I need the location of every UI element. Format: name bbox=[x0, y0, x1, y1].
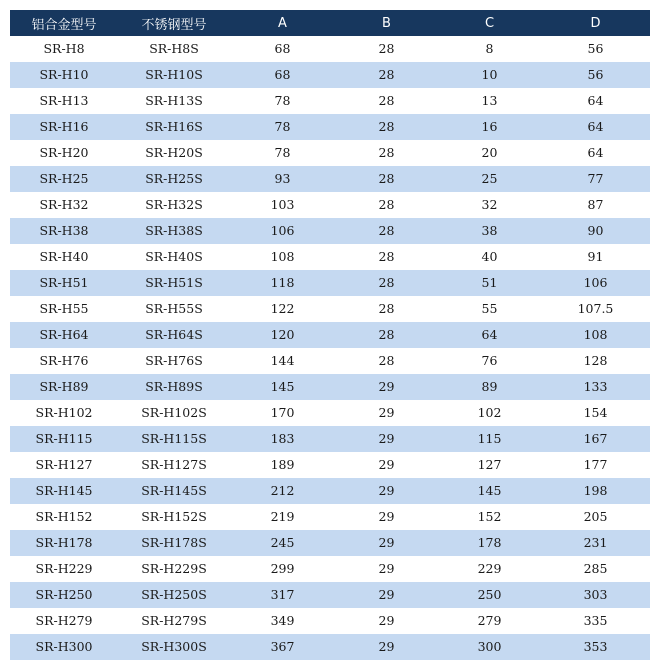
header-a: A bbox=[278, 15, 287, 31]
cell-d: 64 bbox=[587, 93, 604, 108]
cell-aluminum-model: SR-H55 bbox=[39, 301, 89, 316]
cell-c: 64 bbox=[481, 327, 498, 342]
cell-b: 29 bbox=[378, 431, 395, 446]
cell-c: 279 bbox=[477, 613, 502, 628]
cell-a: 118 bbox=[270, 275, 295, 290]
cell-stainless-model: SR-H76S bbox=[145, 353, 203, 368]
cell-stainless-model: SR-H127S bbox=[141, 457, 207, 472]
cell-d: 91 bbox=[587, 249, 604, 264]
cell-d: 303 bbox=[583, 587, 608, 602]
cell-c: 32 bbox=[481, 197, 498, 212]
cell-stainless-model: SR-H13S bbox=[145, 93, 203, 108]
header-b: B bbox=[382, 15, 391, 31]
cell-b: 28 bbox=[378, 93, 395, 108]
cell-c: 115 bbox=[477, 431, 502, 446]
cell-aluminum-model: SR-H178 bbox=[35, 535, 93, 550]
cell-a: 212 bbox=[270, 483, 295, 498]
cell-b: 28 bbox=[378, 197, 395, 212]
table-row bbox=[10, 374, 650, 400]
cell-a: 183 bbox=[270, 431, 295, 446]
cell-stainless-model: SR-H178S bbox=[141, 535, 207, 550]
cell-a: 68 bbox=[274, 41, 291, 56]
cell-b: 28 bbox=[378, 67, 395, 82]
cell-a: 103 bbox=[270, 197, 295, 212]
cell-a: 299 bbox=[270, 561, 295, 576]
cell-c: 38 bbox=[481, 223, 498, 238]
cell-a: 145 bbox=[270, 379, 295, 394]
cell-d: 133 bbox=[583, 379, 608, 394]
cell-c: 145 bbox=[477, 483, 502, 498]
cell-stainless-model: SR-H51S bbox=[145, 275, 203, 290]
table-row bbox=[10, 348, 650, 374]
header-d: D bbox=[590, 15, 601, 31]
cell-c: 13 bbox=[481, 93, 498, 108]
cell-aluminum-model: SR-H115 bbox=[35, 431, 93, 446]
cell-b: 28 bbox=[378, 223, 395, 238]
table-row bbox=[10, 322, 650, 348]
cell-d: 128 bbox=[583, 353, 608, 368]
cell-c: 40 bbox=[481, 249, 498, 264]
cell-b: 28 bbox=[378, 327, 395, 342]
cell-d: 90 bbox=[587, 223, 604, 238]
cell-c: 89 bbox=[481, 379, 498, 394]
cell-stainless-model: SR-H64S bbox=[145, 327, 203, 342]
table-row bbox=[10, 426, 650, 452]
cell-stainless-model: SR-H8S bbox=[149, 41, 199, 56]
cell-a: 78 bbox=[274, 119, 291, 134]
cell-d: 167 bbox=[583, 431, 608, 446]
cell-stainless-model: SR-H55S bbox=[145, 301, 203, 316]
cell-d: 285 bbox=[583, 561, 608, 576]
cell-d: 106 bbox=[583, 275, 608, 290]
cell-b: 28 bbox=[378, 353, 395, 368]
cell-stainless-model: SR-H40S bbox=[145, 249, 203, 264]
table-row bbox=[10, 296, 650, 322]
cell-stainless-model: SR-H20S bbox=[145, 145, 203, 160]
cell-b: 29 bbox=[378, 405, 395, 420]
cell-d: 64 bbox=[587, 145, 604, 160]
cell-stainless-model: SR-H229S bbox=[141, 561, 207, 576]
header-stainless-model: 不锈钢型号 bbox=[141, 17, 207, 33]
cell-stainless-model: SR-H10S bbox=[145, 67, 203, 82]
cell-b: 29 bbox=[378, 613, 395, 628]
cell-a: 170 bbox=[270, 405, 295, 420]
cell-a: 93 bbox=[274, 171, 291, 186]
table-row bbox=[10, 140, 650, 166]
header-row bbox=[10, 10, 650, 36]
table-row bbox=[10, 400, 650, 426]
cell-a: 367 bbox=[270, 639, 295, 654]
cell-d: 335 bbox=[583, 613, 608, 628]
cell-aluminum-model: SR-H300 bbox=[35, 639, 93, 654]
cell-d: 231 bbox=[583, 535, 608, 550]
table-row bbox=[10, 36, 650, 62]
cell-stainless-model: SR-H145S bbox=[141, 483, 207, 498]
cell-d: 205 bbox=[583, 509, 608, 524]
cell-stainless-model: SR-H279S bbox=[141, 613, 207, 628]
cell-aluminum-model: SR-H250 bbox=[35, 587, 93, 602]
cell-d: 108 bbox=[583, 327, 608, 342]
cell-a: 78 bbox=[274, 93, 291, 108]
cell-c: 102 bbox=[477, 405, 502, 420]
cell-d: 154 bbox=[583, 405, 608, 420]
cell-c: 76 bbox=[481, 353, 498, 368]
cell-stainless-model: SR-H152S bbox=[141, 509, 207, 524]
cell-a: 106 bbox=[270, 223, 295, 238]
table-row bbox=[10, 608, 650, 634]
spec-table bbox=[10, 10, 650, 660]
cell-aluminum-model: SR-H38 bbox=[39, 223, 89, 238]
cell-stainless-model: SR-H89S bbox=[145, 379, 203, 394]
table-row bbox=[10, 114, 650, 140]
cell-d: 64 bbox=[587, 119, 604, 134]
cell-a: 317 bbox=[270, 587, 295, 602]
cell-aluminum-model: SR-H279 bbox=[35, 613, 93, 628]
cell-b: 29 bbox=[378, 535, 395, 550]
table-row bbox=[10, 244, 650, 270]
cell-b: 29 bbox=[378, 587, 395, 602]
cell-c: 300 bbox=[477, 639, 502, 654]
table-body bbox=[10, 36, 650, 660]
cell-stainless-model: SR-H38S bbox=[145, 223, 203, 238]
table-row bbox=[10, 478, 650, 504]
cell-stainless-model: SR-H115S bbox=[141, 431, 207, 446]
cell-stainless-model: SR-H25S bbox=[145, 171, 203, 186]
table-row bbox=[10, 452, 650, 478]
cell-aluminum-model: SR-H32 bbox=[39, 197, 89, 212]
cell-c: 152 bbox=[477, 509, 502, 524]
cell-b: 28 bbox=[378, 145, 395, 160]
cell-aluminum-model: SR-H10 bbox=[39, 67, 89, 82]
cell-d: 56 bbox=[587, 41, 604, 56]
cell-b: 29 bbox=[378, 457, 395, 472]
cell-b: 29 bbox=[378, 483, 395, 498]
cell-b: 29 bbox=[378, 561, 395, 576]
cell-aluminum-model: SR-H8 bbox=[43, 41, 85, 56]
cell-b: 28 bbox=[378, 171, 395, 186]
cell-aluminum-model: SR-H89 bbox=[39, 379, 89, 394]
table-row bbox=[10, 166, 650, 192]
cell-c: 51 bbox=[481, 275, 498, 290]
table-row bbox=[10, 556, 650, 582]
cell-aluminum-model: SR-H40 bbox=[39, 249, 89, 264]
cell-stainless-model: SR-H102S bbox=[141, 405, 207, 420]
cell-a: 219 bbox=[270, 509, 295, 524]
cell-aluminum-model: SR-H152 bbox=[35, 509, 93, 524]
cell-b: 28 bbox=[378, 249, 395, 264]
cell-aluminum-model: SR-H25 bbox=[39, 171, 89, 186]
cell-c: 55 bbox=[481, 301, 498, 316]
cell-d: 198 bbox=[583, 483, 608, 498]
cell-aluminum-model: SR-H229 bbox=[35, 561, 93, 576]
table-header bbox=[10, 10, 650, 36]
cell-a: 122 bbox=[270, 301, 295, 316]
cell-d: 353 bbox=[583, 639, 608, 654]
cell-a: 78 bbox=[274, 145, 291, 160]
table-row bbox=[10, 192, 650, 218]
header-aluminum-model: 铝合金型号 bbox=[31, 17, 97, 33]
cell-d: 77 bbox=[587, 171, 604, 186]
cell-b: 29 bbox=[378, 379, 395, 394]
cell-stainless-model: SR-H300S bbox=[141, 639, 207, 654]
table-row bbox=[10, 582, 650, 608]
cell-a: 68 bbox=[274, 67, 291, 82]
cell-stainless-model: SR-H250S bbox=[141, 587, 207, 602]
cell-c: 127 bbox=[477, 457, 502, 472]
cell-aluminum-model: SR-H20 bbox=[39, 145, 89, 160]
cell-d: 56 bbox=[587, 67, 604, 82]
cell-c: 178 bbox=[477, 535, 502, 550]
header-c: C bbox=[484, 15, 495, 31]
cell-c: 250 bbox=[477, 587, 502, 602]
cell-aluminum-model: SR-H127 bbox=[35, 457, 93, 472]
table-row bbox=[10, 62, 650, 88]
cell-aluminum-model: SR-H64 bbox=[39, 327, 89, 342]
cell-c: 229 bbox=[477, 561, 502, 576]
cell-stainless-model: SR-H32S bbox=[145, 197, 203, 212]
cell-b: 28 bbox=[378, 41, 395, 56]
spec-table-container bbox=[10, 10, 650, 660]
cell-b: 29 bbox=[378, 639, 395, 654]
table-row bbox=[10, 634, 650, 660]
cell-a: 189 bbox=[270, 457, 295, 472]
cell-a: 349 bbox=[270, 613, 295, 628]
table-row bbox=[10, 504, 650, 530]
cell-aluminum-model: SR-H16 bbox=[39, 119, 89, 134]
cell-c: 16 bbox=[481, 119, 498, 134]
cell-c: 8 bbox=[485, 41, 494, 56]
cell-aluminum-model: SR-H145 bbox=[35, 483, 93, 498]
cell-a: 120 bbox=[270, 327, 295, 342]
cell-d: 107.5 bbox=[577, 301, 614, 316]
cell-stainless-model: SR-H16S bbox=[145, 119, 203, 134]
table-row bbox=[10, 218, 650, 244]
cell-c: 10 bbox=[481, 67, 498, 82]
cell-c: 20 bbox=[481, 145, 498, 160]
cell-aluminum-model: SR-H51 bbox=[39, 275, 89, 290]
cell-aluminum-model: SR-H13 bbox=[39, 93, 89, 108]
cell-b: 28 bbox=[378, 275, 395, 290]
table-row bbox=[10, 530, 650, 556]
cell-d: 177 bbox=[583, 457, 608, 472]
cell-a: 108 bbox=[270, 249, 295, 264]
table-row bbox=[10, 88, 650, 114]
cell-a: 144 bbox=[270, 353, 295, 368]
cell-aluminum-model: SR-H102 bbox=[35, 405, 93, 420]
cell-b: 29 bbox=[378, 509, 395, 524]
cell-b: 28 bbox=[378, 119, 395, 134]
cell-a: 245 bbox=[270, 535, 295, 550]
cell-d: 87 bbox=[587, 197, 604, 212]
cell-aluminum-model: SR-H76 bbox=[39, 353, 89, 368]
cell-b: 28 bbox=[378, 301, 395, 316]
cell-c: 25 bbox=[481, 171, 498, 186]
table-row bbox=[10, 270, 650, 296]
